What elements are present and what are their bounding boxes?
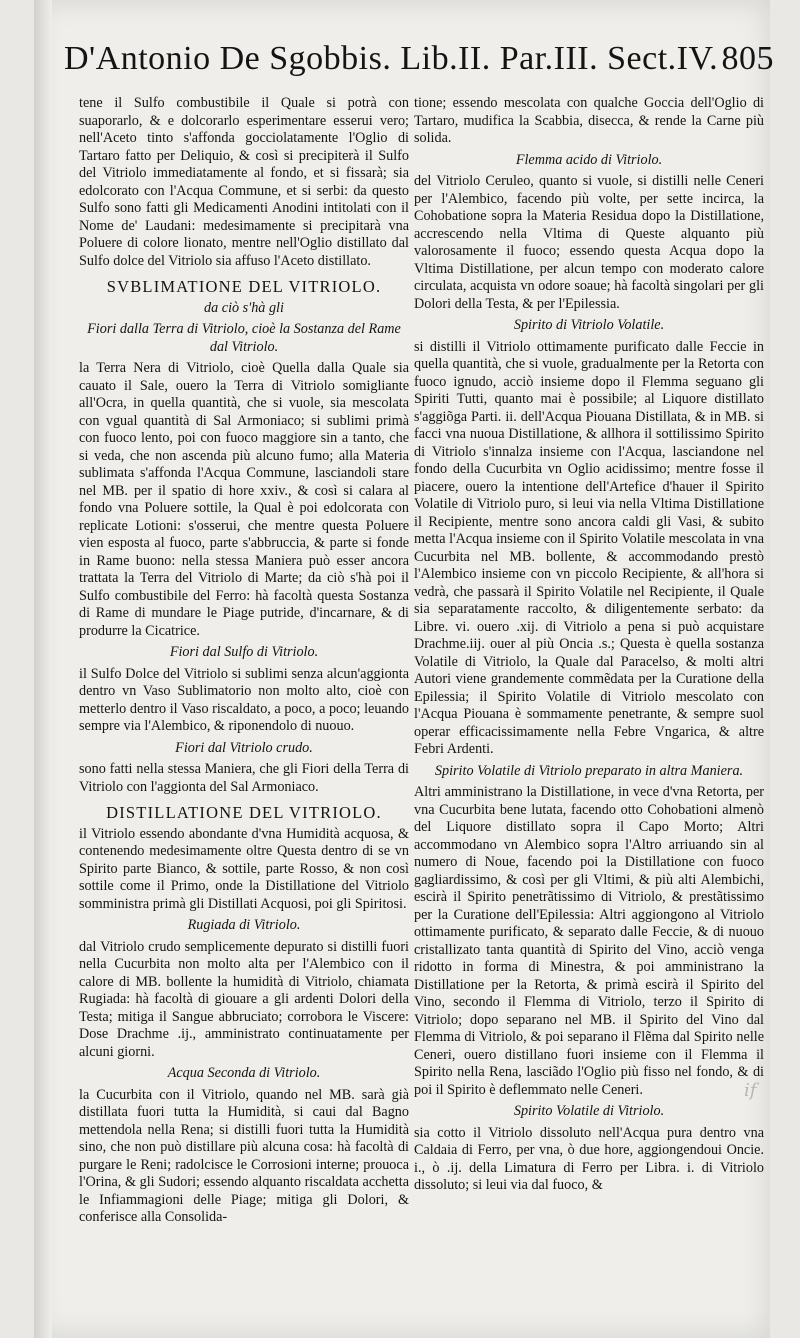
running-head-title: D'Antonio De Sgobbis. Lib.II. Par.III. Sect.IV. <box>64 40 719 77</box>
section-heading: SVBLIMATIONE DEL VITRIOLO. <box>106 277 382 296</box>
subheading: Fiori dalla Terra di Vitriolo, cioè la Sostanza del Rame dal Vitriolo. <box>87 321 401 355</box>
subheading: Rugiada di Vitriolo. <box>187 917 301 933</box>
paragraph: tene il Sulfo combustibile il Quale si potrà con suaporarlo, & e dolcorarlo esperimentare esserui vero; nell'Aceto tinto s'affonda gocciolatamente l'Oglio di Tartaro fatto per Deliquio, & così si precipiterà il Sulfo del Vitriolo immediatamente al fondo, et si fissarà; sia edolcorato con l'Acqua Commune, et si serbi: da questo Sulfo sono fatti gli Medicamenti Anodini intitolati con il Nome de' Laudani: medesimamente si precipitarà vna Poluere di colore lionato, mentre nell'Oglio distillato dal Sulfo dolce del Vitriolo sia affuso l'Aceto distillato. <box>79 95 409 269</box>
paragraph: il Vitriolo essendo abondante d'vna Humidità acquosa, & contenendo medesimamente oltre Questa dentro di se vn Spirito parte Bianco, & sottile, parte Rosso, & non così sottile come il Primo, onde la Distillatione del Vitriolo somministra primà gli Distillati Acquosi, poi gli Spiritosi. <box>79 825 409 912</box>
paragraph: si distilli il Vitriolo ottimamente purificato dalle Feccie in quella quantità, che si vuole, gradualmente per la Retorta con fuoco ignudo, acciò insieme dopo il Flemma seguano gli Spiriti Tutti, quanto mai è possibile; al Liquore distillato s'aggiõga Parti. ii. dell'Acqua Piouana Distillata, & in MB. si facci vna nuoua Distillatione, & allhora il sottilissimo Spirito di Vitriolo s'innalza insieme con l'Acqua, lasciandone nel fondo della Cucurbita vn Oglio acidissimo; mentre fosse il piacere, ouero la intentione dell'Artefice d'hauer il Spirito Volatile di Vitriolo puro, si leui via nella Vltima Distillatione il Recipiente, mentre sono ancora caldi gli Vasi, & subito metta l'Acqua insieme con il Spirito Volatile mescolata in vna Cucurbita nel MB. bollente, & accommodando prestò l'Alembico insieme con vn piccolo Recipiente, & all'hora si vedrà, che passarà il Spirito Volatile nel Recipiente, il Quale sia separatamente raccolto, & diligentemente serbato: da Libre. vi. ouero .xij. di Vitriolo a pena si può acquistare Drachme.iij. ouer al più Oncia .s.; Questa è quella sostanza Volatile di Vitriolo, la Quale dal Paracelso, & molti altri Autori viene grandemente commẽdata per la Curatione della Epilessia; il Spirito Volatile di Vitriolo mescolato con l'Acqua Piouana è sommamente penetrante, & sempre suol operar efficacissimamente nella Febre Vngarica, & altre Febri Ardenti. <box>414 338 764 757</box>
subheading: Flemma acido di Vitriolo. <box>515 151 663 168</box>
paragraph: la Cucurbita con il Vitriolo, quando nel MB. sarà già distillata fuori tutta la Humidità, si caui dal Bagno mettendola nella Rena; si distilli fuori tutta la Humidità sino, che non può distillare più alcuna cosa: hà facoltà di purgare le Reni; radolcisce le Corrosioni interne; prouoca l'Orina, & gli Sudori; essendo alquanto riscaldata acchetta le Infiammagioni delle Piage; mitiga gli Dolori, & conferisce alla Consolida- <box>79 1086 409 1225</box>
paragraph: sia cotto il Vitriolo dissoluto nell'Acqua pura dentro vna Caldaia di Ferro, per vna, ò due hore, aggiongendoui Oncie. i., ò .ij. della Limatura di Ferro per Libra. i. di Vitriolo dissoluto; si leui via dal fuoco, & <box>414 1124 764 1193</box>
subheading: Spirito Volatile di Vitriolo preparato in altra Maniera. <box>434 762 744 779</box>
left-column <box>79 95 409 1231</box>
page-number: 805 <box>721 40 774 77</box>
paragraph: del Vitriolo Ceruleo, quanto si vuole, si distilli nelle Ceneri per l'Alembico, facendo più volte, per sette incirca, la Cohobatione sopra la Materia Residua dopo la Distillatione, accrescendo nella Vltima di Queste alquanto più valorosamente il fuoco; essendo questa Acqua dopo la Vltima Distillatione, per alcun tempo con moderato calore circulata, acquista vn odore soaue; hà facoltà singolari per gli Dolori della Testa, & per l'Epilessia. <box>414 173 764 312</box>
paragraph: sono fatti nella stessa Maniera, che gli Fiori della Terra di Vitriolo con l'aggionta del Sal Armoniaco. <box>79 761 409 795</box>
paragraph: la Terra Nera di Vitriolo, cioè Quella dalla Quale sia cauato il Sale, ouero la Terra di Vitriolo somigliante all'Ocra, in quella quantità, che si vuole, sia mescolata con vgual quantità di Sal Armoniaco; si sublimi primà con fuoco lento, poi con fuoco maggiore sin a tanto, che si veda, che non ascenda più alcuno fumo; alla Materia sublimata s'affonda l'Acqua Commune, lasciandoli stare nel MB. per il spatio di hore xxiv., & così si calara al fondo vna Poluere sottile, la Qual è poi edolcorata con replicate Lotioni: s'osserui, che mentre questa Poluere vien esposta al fuoco, parte s'abbruccia, & parte si fonde in Rame buono: nella stessa Maniera può esser ancora trattata la Terra del Vitriolo di Marte; da ciò s'hà poi il Sulfo combustibile del Ferro: hà facoltà questa Sostanza di Rame di mundare le Piage putride, d'incarnare, & di produrre la Cicatrice. <box>79 360 409 639</box>
paragraph: il Sulfo Dolce del Vitriolo si sublimi senza alcun'aggionta dentro vn Vaso Sublimatorio non molto alto, cioè con metterlo dentro il Vaso riscaldato, a poco, a poco; leuando sempre via l'Alembico, & riponendolo di nuouo. <box>79 665 409 734</box>
paragraph: Altri amministrano la Distillatione, in vece d'vna Retorta, per vna Cucurbita bene lutata, facendo otto Cohobationi almenò del Liquore distillato sopra il Capo Morto; Altri accommodano vn Alembico sopra l'Altro arriuando sin al numero di Noue, facendo poi la Distillatione con fuoco gagliardissimo, & così per gli Vltimi, & più alti Alembichi, escirà il Spirito penetrãtissimo di Vitriolo, & prestãtissimo per la Curatione dell'Epilessia: Altri aggiongono al Vitriolo ottimamente purificato, & separato dalle Feccie, & di nuouo cristallizato tanta quantità di Spirito del Vino, acciò venga ridotto in forma di Minestra, & poi amministrano la Distillatione per la Retorta, & primà escirà il Spirito del Vino, secondo il Flemma di Vitriolo, terzo il Spirito di Vitriolo; dopo separano nel MB. il Spirito del Vino dal Flemma di Vitriolo, & poi separano il Flẽma dal Spirito nelle Ceneri, ouero distillano fuori insieme con il Flemma il Spirito nella Rena, lasciãdo l'Oglio più fisso nel fondo, & di poi il Spirito è deflemmato nelle Ceneri. <box>414 784 764 1098</box>
subheading: Acqua Seconda di Vitriolo. <box>167 1065 321 1081</box>
paragraph: tione; essendo mescolata con qualche Goccia dell'Oglio di Tartaro, mudifica la Scabbia, disecca, & rende la Carne più solida. <box>414 95 764 146</box>
subheading: Fiori dal Vitriolo crudo. <box>175 739 313 756</box>
paragraph: dal Vitriolo crudo semplicemente depurato si distilli fuori nella Cucurbita non molto alta per l'Alembico con il calore di MB. bollente la humidità di Vitriolo, chiamata Rugiada: hà facoltà di giouare a gli ardenti Dolori della Testa; mitiga il Sangue abbruciato; corrobora le Viscere: Dose Drachme .ij., amministrato continuatamente per alcuni giorni. <box>79 938 409 1060</box>
subheading: da ciò s'hà gli <box>204 299 284 316</box>
subheading: Spirito Volatile di Vitriolo. <box>513 1103 665 1119</box>
bleed-through-mark: if <box>744 1080 757 1101</box>
book-page <box>34 0 774 1338</box>
subheading: Fiori dal Sulfo di Vitriolo. <box>169 644 319 660</box>
right-column <box>414 95 764 1199</box>
section-heading: DISTILLATIONE DEL VITRIOLO. <box>106 803 382 822</box>
running-head <box>64 40 774 78</box>
subheading: Spirito di Vitriolo Volatile. <box>513 317 665 333</box>
